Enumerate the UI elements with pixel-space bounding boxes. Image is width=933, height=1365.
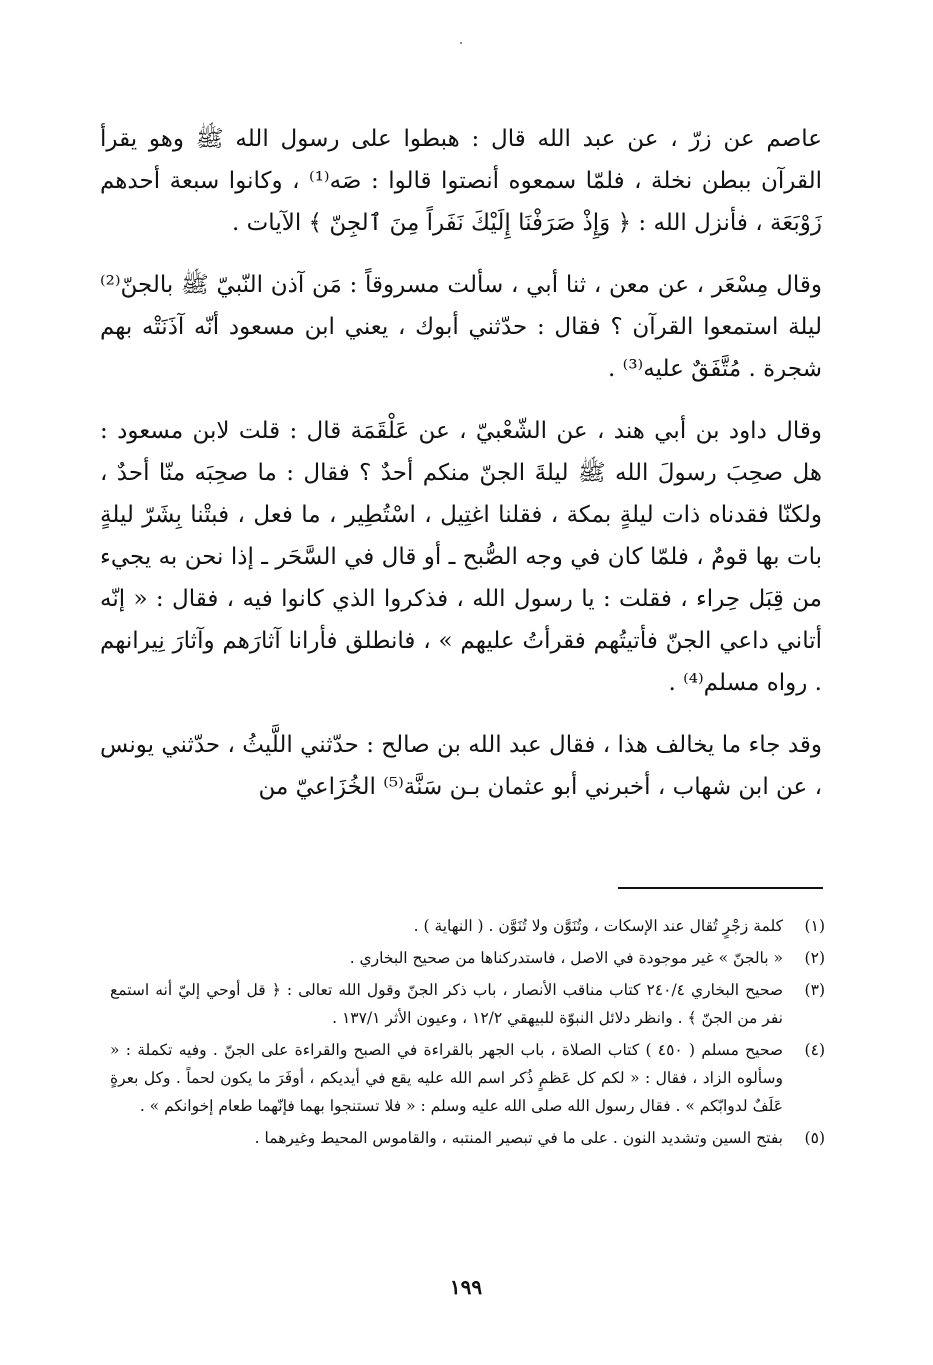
footnote-text: صحيح البخاري ٢٤٠/٤ كتاب مناقب الأنصار ، باب ذكر الجنّ وقول الله تعالى : ﴿ قل أوحي إليّ أنه استمع نفر من الجنّ ﴾ . وانظر دلائل النبوّة للبيهقي ١٢/٢ ، وعيون الأثر ١٣٧/١ . [110,981,783,1027]
footnote-number: (٥) [804,1129,825,1147]
footnote-1 [110,912,825,940]
paragraph-3: وقال داود بن أبي هند ، عن الشّعْبيّ ، عن عَلْقَمَة قال : قلت لابن مسعود : هل صحِبَ رسولَ الله ﷺ ليلةَ الجنّ منكم أحدٌ ؟ فقال : ما صحِبَه منّا أحدٌ ، ولكنّا فقدناه ذات ليلةٍ بمكة ، فقلنا اغتِيل ، اسْتُطِير ، ما فعل ، فبتْنا بِشَرّ ليلةٍ بات بها قومٌ ، فلمّا كان في وجه الصُّبح ـ أو قال في السَّحَر ـ إذا نحن به يجيء من قِبَل حِراء ، فقلت : يا رسول الله ، فذكروا الذي كانوا فيه ، فقال : « إنّه أتاني داعي الجنّ فأتيتُهم فقرأتُ عليهم » ، فانطلق فأرانا آثارَهم وآثارَ نِيرانهم . رواه مسلم⁽⁴⁾ . [100,418,822,696]
paragraph-2: وقال مِسْعَر ، عن معن ، ثنا أبي ، سألت مسروقاً : مَن آذن النّبيّ ﷺ بالجنّ⁽²⁾ ليلة استمعوا القرآن ؟ فقال : حدّثني أبوك ، يعني ابن مسعود أنّه آذَنَتْه بهم شجرة . مُتَّفَقٌ عليه⁽³⁾ . [100,272,822,382]
footnote-5 [110,1124,825,1152]
footnote-number: (٢) [804,949,825,967]
footnote-separator [618,887,823,889]
footnote-number: (٣) [804,981,825,999]
footnote-text: بفتح السين وتشديد النون . على ما في تبصير المنتبه ، والقاموس المحيط وغيرهما . [254,1129,783,1147]
main-text [100,118,822,808]
page-number: ١٩٩ [449,1275,483,1299]
footnote-3 [110,976,825,1032]
footnote-text: صحيح مسلم ( ٤٥٠ ) كتاب الصلاة ، باب الجهر بالقراءة في الصبح والقراءة على الجنّ . وفيه تكملة : « وسألوه الزاد ، فقال : « لكم كل عَظمٍ ذُكر اسم الله عليه يقع في أيديكم ، أوفَرَ ما يكون لحماً . وكل بعرةٍ عَلَفٌ لدوابّكم » . فقال رسول الله صلى الله عليه وسلم : « فلا تستنجوا بهما فإنّهما طعام إخوانكم » . [110,1041,783,1115]
footnote-number: (١) [804,917,825,935]
footnote-4 [110,1036,825,1120]
footnotes [110,912,825,1152]
footnote-2 [110,944,825,972]
paragraph-1: عاصم عن زرّ ، عن عبد الله قال : هبطوا على رسول الله ﷺ وهو يقرأ القرآن ببطن نخلة ، فلمّا سمعوه أنصتوا قالوا : صَه⁽¹⁾ ، وكانوا سبعة أحدهم زَوْبَعَة ، فأنزل الله : ﴿ وَإِذْ صَرَفْنَا إِلَيْكَ نَفَراً مِنَ ٱلجِنّ ﴾ الآيات . [100,126,823,236]
paragraph-4: وقد جاء ما يخالف هذا ، فقال عبد الله بن صالح : حدّثني اللَّيثُ ، حدّثني يونس ، عن ابن شهاب ، أخبرني أبو عثمان بـن سَنَّة⁽⁵⁾ الخُزَاعيّ من [100,732,822,800]
footnote-text: كلمة زجْرٍ تُقال عند الإسكات ، وتُنَوَّن ولا تُنَوَّن . ( النهاية ) . [413,917,783,935]
footnote-number: (٤) [804,1041,825,1059]
footnote-text: « بالجنّ » غير موجودة في الاصل ، فاستدركناها من صحيح البخاري . [349,949,783,967]
scan-speck [460,42,462,44]
